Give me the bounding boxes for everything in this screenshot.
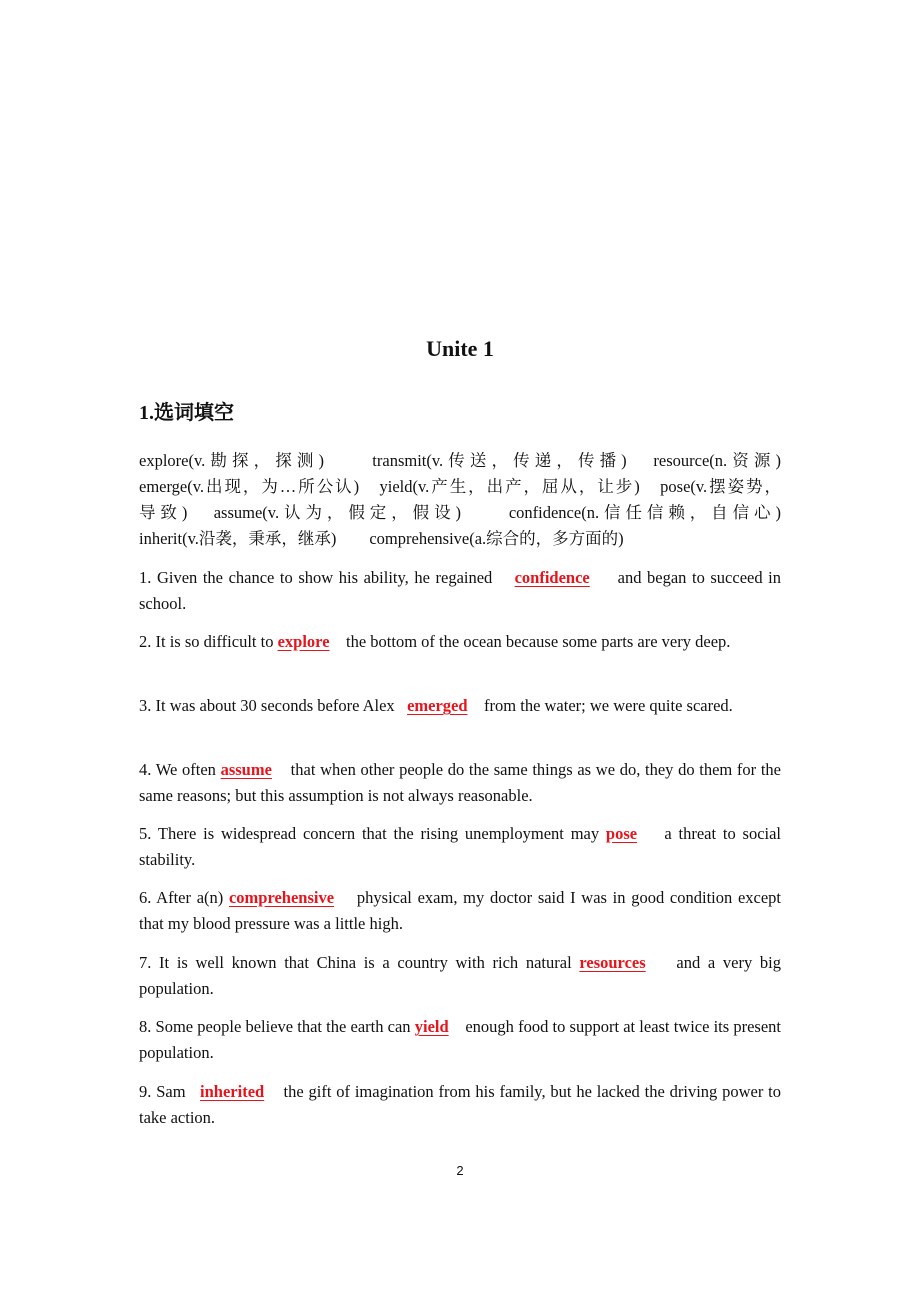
question-7 <box>139 950 781 1002</box>
page-number: 2 <box>456 1163 464 1178</box>
question-1 <box>139 565 781 617</box>
answer-blank: yield <box>414 1017 449 1036</box>
question-5 <box>139 821 781 873</box>
question-2 <box>139 629 781 655</box>
question-text: physical exam, my doctor said I was in good condition except that my blood pressure was a little high. <box>139 888 782 933</box>
answer-blank: confidence <box>514 568 590 587</box>
question-text: a threat to social stability. <box>139 824 782 869</box>
question-text: from the water; we were quite scared. <box>479 696 733 715</box>
answer-blank: resources <box>579 953 646 972</box>
question-text: 9. Sam <box>139 1082 191 1101</box>
question-9 <box>139 1079 781 1131</box>
answer-blank: comprehensive <box>228 888 335 907</box>
question-text: and began to succeed in school. <box>139 568 782 613</box>
vocab-line: 导致) assume(v.认为，假定，假设) confidence(n.信任信赖，自信心) <box>139 503 781 522</box>
vocabulary-list <box>139 448 781 552</box>
answer-blank: emerged <box>407 696 468 715</box>
vocab-line: explore(v.勘探，探测) transmit(v.传送，传递，传播) resource(n.资源) <box>139 451 781 470</box>
question-text: 2. It is so difficult to <box>139 632 278 651</box>
question-text: the gift of imagination from his family, but he lacked the driving power to take action. <box>139 1082 782 1127</box>
unit-title: Unite 1 <box>426 336 494 361</box>
question-text: 5. There is widespread concern that the rising unemployment may <box>139 824 606 843</box>
question-text: 1. Given the chance to show his ability, he regained <box>139 568 498 587</box>
question-text: the bottom of the ocean because some parts are very deep. <box>341 632 731 651</box>
answer-blank: assume <box>220 760 272 779</box>
question-text: enough food to support at least twice its present population. <box>139 1017 782 1062</box>
question-text: 4. We often <box>139 760 221 779</box>
question-text: 6. After a(n) <box>139 888 229 907</box>
answer-blank: inherited <box>200 1082 265 1101</box>
question-4 <box>139 757 781 809</box>
question-text: that when other people do the same things as we do, they do them for the same reasons; but this assumption is not always reasonable. <box>139 760 782 805</box>
question-text: 3. It was about 30 seconds before Alex <box>139 696 399 715</box>
answer-blank: pose <box>605 824 638 843</box>
question-3 <box>139 693 781 719</box>
question-8 <box>139 1014 781 1066</box>
question-text: 8. Some people believe that the earth can <box>139 1017 415 1036</box>
question-text: 7. It is well known that China is a country with rich natural <box>139 953 580 972</box>
answer-blank: explore <box>277 632 330 651</box>
vocab-line: inherit(v.沿袭，秉承，继承) comprehensive(a.综合的，多方面的) <box>139 529 624 548</box>
question-6 <box>139 885 781 937</box>
section-heading: 1.选词填空 <box>139 402 234 424</box>
vocab-line: emerge(v.出现，为…所公认) yield(v.产生，出产，屈从，让步) pose(v.摆姿势， <box>139 477 781 496</box>
question-text: and a very big population. <box>139 953 782 998</box>
